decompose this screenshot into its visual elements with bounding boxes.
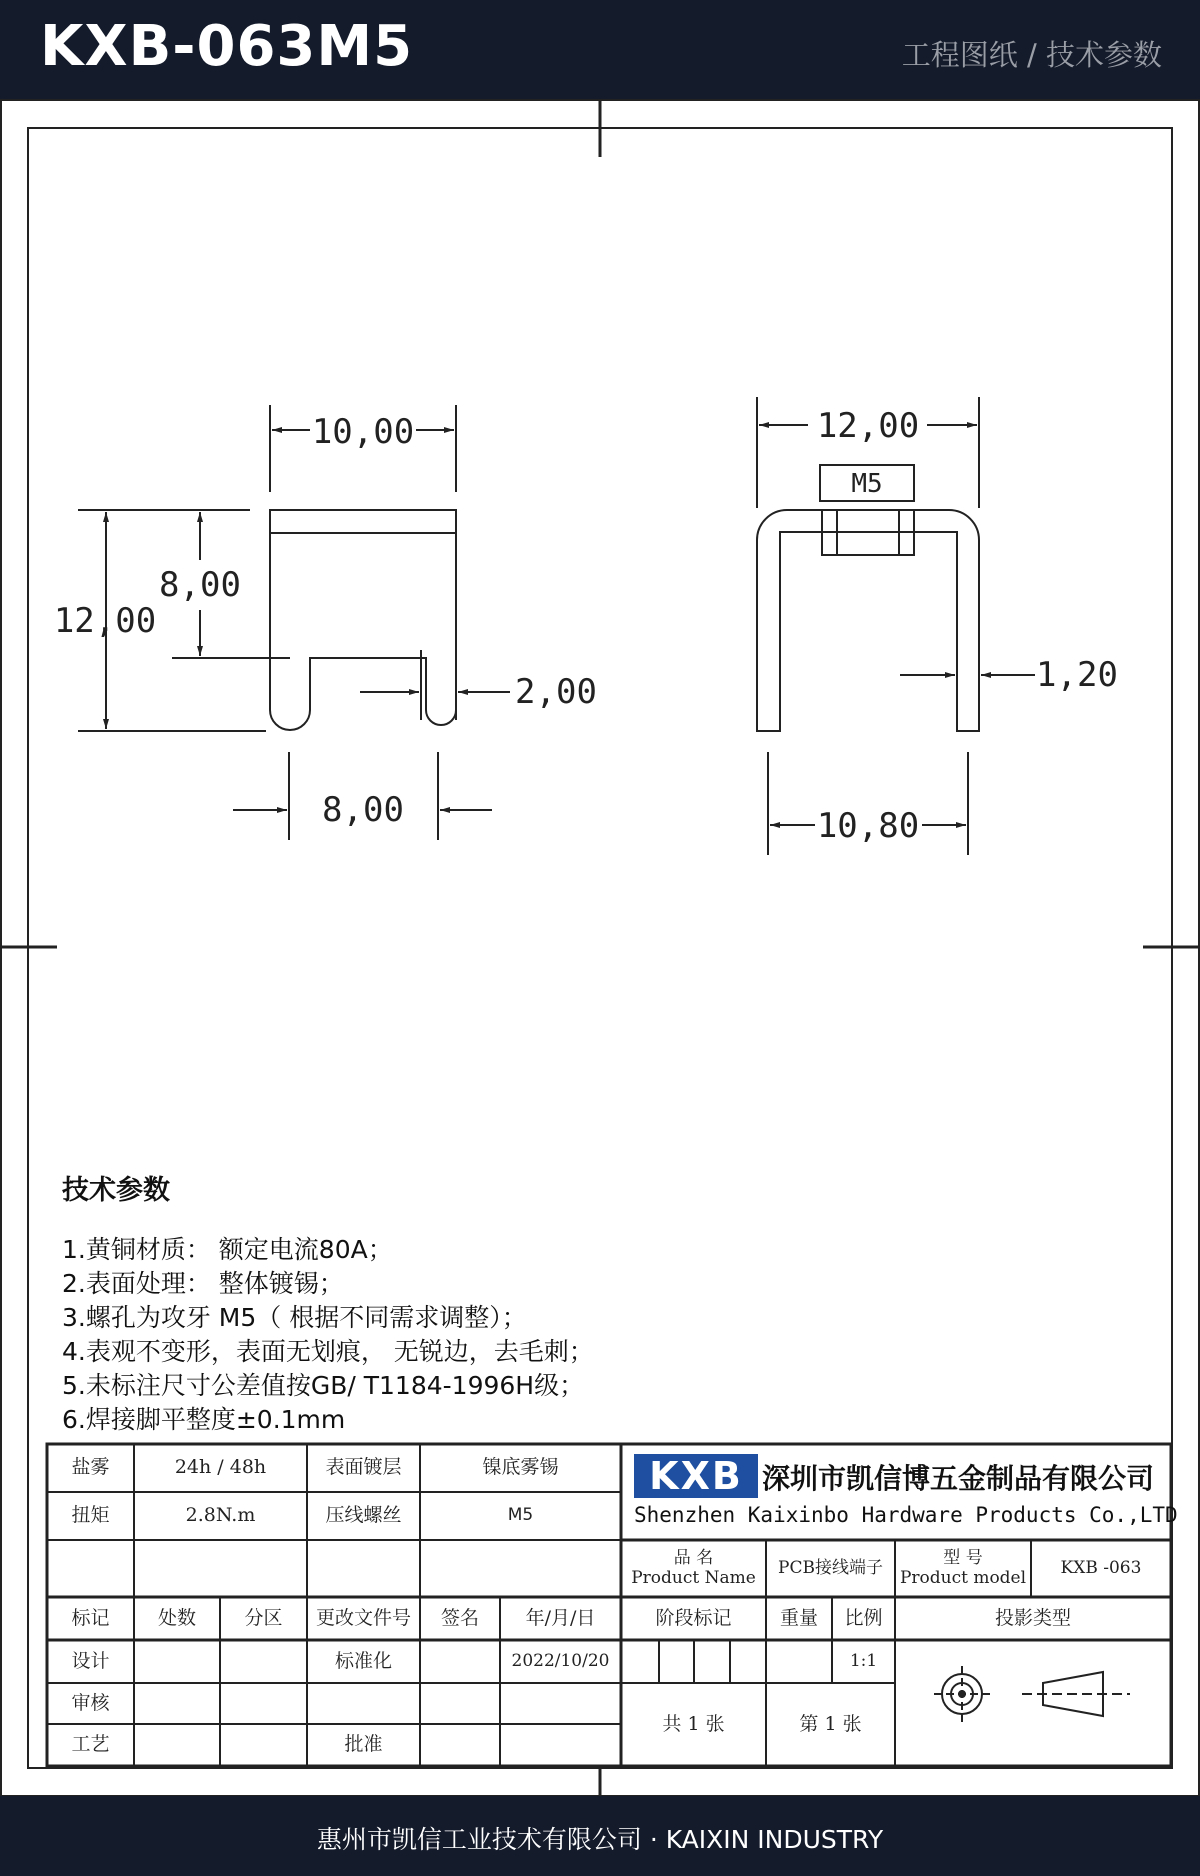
dim-leg-span: 8,00 [322, 790, 404, 830]
product-name-value: PCB接线端子 [778, 1557, 883, 1578]
page-footer [0, 1796, 1200, 1876]
col-scale: 比例 [844, 1606, 883, 1629]
sheet-number: 第 1 张 [799, 1712, 862, 1735]
torque-value: 2.8N.m [185, 1504, 256, 1527]
screw-label: 压线螺丝 [325, 1504, 402, 1527]
design-label: 设计 [71, 1649, 110, 1672]
col-weight: 重量 [779, 1606, 818, 1629]
plating-value: 镍底雾锡 [482, 1456, 559, 1479]
product-model-value: KXB -063 [1060, 1557, 1142, 1578]
screw-value: M5 [507, 1505, 534, 1526]
product-name-cn: 品 名 [673, 1547, 714, 1568]
dim-upper-height: 8,00 [159, 565, 241, 605]
note-item: 3.螺孔为攻牙 M5（ 根据不同需求调整）； [62, 1303, 527, 1332]
logo-text: KXB [649, 1454, 743, 1498]
process-label: 工艺 [71, 1733, 110, 1756]
technical-notes [62, 1168, 1062, 1437]
product-name-en: Product Name [631, 1567, 756, 1588]
col-count: 处数 [157, 1606, 196, 1629]
dim-total-height: 12,00 [53, 601, 157, 641]
dim-bottom-width: 10,80 [816, 806, 920, 846]
projection-symbol [934, 1666, 1130, 1722]
header-subtitle: 工程图纸 / 技术参数 [901, 38, 1162, 72]
standardize-label: 标准化 [334, 1649, 392, 1672]
note-item: 5.未标注尺寸公差值按GB/ T1184-1996H级； [62, 1371, 585, 1400]
company-logo [634, 1454, 758, 1498]
front-view-outline [270, 510, 456, 730]
product-model-title: KXB-063M5 [40, 14, 414, 79]
col-sign: 签名 [440, 1606, 479, 1629]
approve-label: 批准 [344, 1733, 383, 1756]
dim-top-width: 10,00 [311, 412, 415, 452]
note-item: 2.表面处理： 整体镀锡； [62, 1269, 344, 1298]
footer-company: 惠州市凯信工业技术有限公司 · KAIXIN INDUSTRY [316, 1825, 884, 1854]
total-sheets: 共 1 张 [662, 1712, 725, 1735]
product-model-label [895, 1540, 1031, 1597]
salt-spray-value: 24h / 48h [174, 1456, 267, 1479]
note-item: 1.黄铜材质： 额定电流80A； [62, 1235, 393, 1264]
dim-thickness: 1,20 [1036, 655, 1118, 695]
col-change-doc: 更改文件号 [315, 1606, 411, 1629]
product-name-label [621, 1540, 766, 1597]
company-name-en: Shenzhen Kaixinbo Hardware Products Co.,LTD [634, 1503, 1178, 1527]
col-mark: 标记 [71, 1606, 110, 1629]
col-zone: 分区 [244, 1606, 283, 1629]
plating-label: 表面镀层 [325, 1456, 402, 1479]
col-projection: 投影类型 [994, 1606, 1071, 1629]
company-name-cn: 深圳市凯信博五金制品有限公司 [762, 1462, 1155, 1495]
note-item: 6.焊接脚平整度±0.1mm [62, 1405, 346, 1434]
scale-value: 1:1 [849, 1650, 878, 1671]
note-item: 4.表观不变形，表面无划痕， 无锐边，去毛刺； [62, 1337, 594, 1366]
salt-spray-label: 盐雾 [71, 1456, 110, 1479]
torque-label: 扭矩 [71, 1504, 110, 1527]
dim-side-top-width: 12,00 [816, 406, 920, 446]
col-date: 年/月/日 [525, 1606, 596, 1629]
side-view [757, 397, 1035, 855]
review-label: 审核 [71, 1691, 110, 1714]
side-view-outline [757, 510, 979, 731]
notes-title: 技术参数 [62, 1175, 170, 1206]
date-value: 2022/10/20 [511, 1650, 610, 1671]
thread-label: M5 [851, 469, 883, 499]
product-model-en: Product model [899, 1567, 1027, 1588]
dim-slot-width: 2,00 [515, 672, 597, 712]
col-stage: 阶段标记 [655, 1606, 732, 1629]
product-model-cn: 型 号 [943, 1547, 983, 1568]
